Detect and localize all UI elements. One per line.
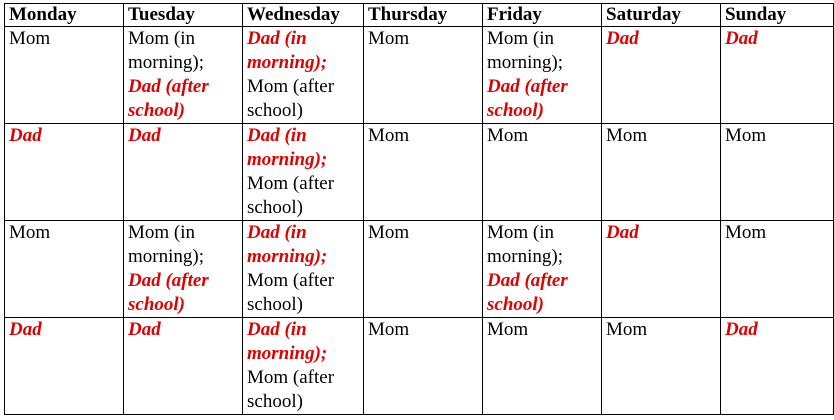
schedule-cell-thursday xyxy=(364,318,483,415)
dad-assignment: Dad xyxy=(606,222,639,243)
mom-assignment: morning); xyxy=(128,246,204,267)
schedule-cell-friday xyxy=(483,318,602,415)
schedule-cell-sunday xyxy=(721,27,834,124)
mom-assignment: Mom xyxy=(368,125,410,146)
mom-assignment: school) xyxy=(247,294,303,315)
table-row xyxy=(5,318,834,415)
mom-assignment: morning); xyxy=(128,52,204,73)
mom-assignment: Mom (in xyxy=(487,28,555,49)
dad-assignment: Dad (after xyxy=(487,270,568,291)
dad-assignment: Dad xyxy=(725,28,758,49)
schedule-cell-friday xyxy=(483,124,602,221)
schedule-cell-thursday xyxy=(364,221,483,318)
dad-assignment: morning); xyxy=(247,149,328,170)
mom-assignment: Mom xyxy=(725,125,767,146)
mom-assignment: Mom xyxy=(606,125,648,146)
mom-assignment: Mom xyxy=(9,222,51,243)
dad-assignment: Dad (in xyxy=(247,319,307,340)
schedule-cell-wednesday xyxy=(243,221,364,318)
header-tuesday: Tuesday xyxy=(124,4,243,27)
mom-assignment: morning); xyxy=(487,246,563,267)
schedule-cell-tuesday xyxy=(124,221,243,318)
dad-assignment: Dad xyxy=(128,125,161,146)
dad-assignment: Dad xyxy=(9,319,42,340)
dad-assignment: school) xyxy=(487,100,544,121)
dad-assignment: school) xyxy=(128,294,185,315)
dad-assignment: school) xyxy=(128,100,185,121)
dad-assignment: Dad xyxy=(725,319,758,340)
schedule-cell-saturday xyxy=(602,318,721,415)
custody-schedule-table xyxy=(4,3,834,415)
mom-assignment: Mom (after xyxy=(247,173,335,194)
header-sunday: Sunday xyxy=(721,4,834,27)
schedule-cell-tuesday xyxy=(124,27,243,124)
dad-assignment: Dad (after xyxy=(487,76,568,97)
schedule-cell-wednesday xyxy=(243,124,364,221)
schedule-cell-saturday xyxy=(602,124,721,221)
dad-assignment: Dad (in xyxy=(247,28,307,49)
header-thursday: Thursday xyxy=(364,4,483,27)
dad-assignment: Dad xyxy=(128,319,161,340)
mom-assignment: Mom xyxy=(368,28,410,49)
schedule-cell-wednesday xyxy=(243,318,364,415)
schedule-cell-monday xyxy=(5,221,124,318)
header-monday: Monday xyxy=(5,4,124,27)
dad-assignment: school) xyxy=(487,294,544,315)
dad-assignment: Dad xyxy=(9,125,42,146)
dad-assignment: Dad (after xyxy=(128,76,209,97)
table-row xyxy=(5,124,834,221)
schedule-cell-saturday xyxy=(602,221,721,318)
header-friday: Friday xyxy=(483,4,602,27)
dad-assignment: morning); xyxy=(247,246,328,267)
mom-assignment: school) xyxy=(247,197,303,218)
schedule-cell-thursday xyxy=(364,124,483,221)
schedule-header xyxy=(5,4,834,27)
mom-assignment: school) xyxy=(247,100,303,121)
mom-assignment: Mom xyxy=(487,319,529,340)
dad-assignment: Dad (in xyxy=(247,125,307,146)
schedule-cell-wednesday xyxy=(243,27,364,124)
table-row xyxy=(5,221,834,318)
schedule-body xyxy=(5,27,834,415)
schedule-cell-saturday xyxy=(602,27,721,124)
dad-assignment: Dad (in xyxy=(247,222,307,243)
schedule-cell-monday xyxy=(5,318,124,415)
mom-assignment: Mom (in xyxy=(128,222,196,243)
mom-assignment: Mom xyxy=(487,125,529,146)
schedule-cell-sunday xyxy=(721,318,834,415)
mom-assignment: Mom xyxy=(9,28,51,49)
mom-assignment: school) xyxy=(247,391,303,412)
mom-assignment: Mom xyxy=(606,319,648,340)
schedule-cell-sunday xyxy=(721,124,834,221)
dad-assignment: morning); xyxy=(247,343,328,364)
mom-assignment: Mom xyxy=(368,222,410,243)
mom-assignment: Mom (in xyxy=(128,28,196,49)
mom-assignment: Mom xyxy=(368,319,410,340)
mom-assignment: Mom (in xyxy=(487,222,555,243)
mom-assignment: Mom (after xyxy=(247,270,335,291)
header-wednesday: Wednesday xyxy=(243,4,364,27)
dad-assignment: morning); xyxy=(247,52,328,73)
header-row xyxy=(5,4,834,27)
dad-assignment: Dad xyxy=(606,28,639,49)
schedule-cell-thursday xyxy=(364,27,483,124)
schedule-cell-friday xyxy=(483,221,602,318)
mom-assignment: Mom xyxy=(725,222,767,243)
schedule-cell-sunday xyxy=(721,221,834,318)
dad-assignment: Dad (after xyxy=(128,270,209,291)
schedule-cell-tuesday xyxy=(124,124,243,221)
schedule-cell-monday xyxy=(5,124,124,221)
mom-assignment: Mom (after xyxy=(247,76,335,97)
header-saturday: Saturday xyxy=(602,4,721,27)
mom-assignment: morning); xyxy=(487,52,563,73)
mom-assignment: Mom (after xyxy=(247,367,335,388)
table-row xyxy=(5,27,834,124)
schedule-cell-monday xyxy=(5,27,124,124)
schedule-cell-tuesday xyxy=(124,318,243,415)
schedule-cell-friday xyxy=(483,27,602,124)
